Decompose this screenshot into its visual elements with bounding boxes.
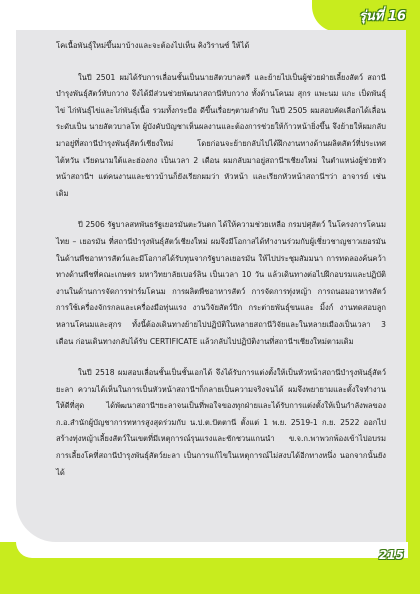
body-text [56,38,386,481]
footer-curve [16,542,408,558]
side-accent-strip [406,32,420,542]
page-number: 215 [378,548,404,562]
generation-label: รุ่นที่ 16 [358,9,406,24]
paragraph-1: โคเนื้อพันธุ์ใหม่ขึ้นมาบ้างและจะต้องไปเห็น คิงวิรานซ์ ให้ได้ [56,41,250,50]
paragraph-3: ปี 2506 รัฐบาลสหพันธรัฐเยอรมันตะวันตก ได้ให้ความช่วยเหลือ กรมปศุสัตว์ ในโครงการโคนม ไทย – เยอรมัน ที่สถานีบำรุงพันธุ์สัตว์เชียงใหม่ ผมจึงมีโอกาสได้ทำงานร่วมกับผู้เชี่ยวชาญชาวเยอรมัน ในด้านพืชอาหารสัตว์และมีโอกาสได้รับทุนจากรัฐบาลเยอรมัน ให้ไปประชุมสัมมนา การทดลองค้นคว้าทางด้านพืชที่คณะเกษตร มหาวิทยาลัยเบอร์ลิน เป็นเวลา 10 วัน แล้วเดินทางต่อไปฝึกอบรมและปฏิบัติงานในด้านการจัดการฟาร์มโคนม การผลิตพืชอาหารสัตว์ การจัดการทุ่งหญ้า การถนอมอาหารสัตว์ การใช้เครื่องจักรกลและเครื่องมือทุ่นแรง งานวิจัยสัตว์ปีก กระต่ายพันธุ์ขนและ มิ้งก์ งานทดสอบลูกหลานโคนมและสุกร ทั้งนี้ต้องเดินทางย้ายไปปฏิบัติในหลายสถานีวิจัยและในหลายเมืองเป็นเวลา 3 เดือน ก่อนเดินทางกลับได้รับ CERTIFICATE แล้วกลับไปปฏิบัติงานที่สถานีฯเชียงใหม่ตามเดิม [56,220,386,346]
paragraph-4: ในปี 2518 ผมสอบเลื่อนชั้นเป็นชั้นเอกได้ จึงได้รับการแต่งตั้งให้เป็นหัวหน้าสถานีบำรุงพันธุ์สัตว์ยะลา ความได้เห็นในการเป็นหัวหน้าสถานีฯก็กลายเป็นความจริงจนได้ ผมจึงพยายามและตั้งใจทำงานให้ดีที่สุด ได้พัฒนาสถานีฯยะลาจนเป็นที่พอใจของทุกฝ่ายและได้รับการแต่งตั้งให้เป็นกำลังพลของ ก.อ.สำนักผู้บัญชาการทหารสูงสุดร่วมกับ น.ป.ต.ปัตตานี ตั้งแต่ 1 พ.ย. 2519-1 ก.ย. 2522 ออกไปสร้างทุ่งหญ้าเลี้ยงสัตว์ในเขตที่มีเหตุการณ์รุนแรงและชักชวนแกนนำ ข.จ.ก.พาพวกพ้องเข้าไปอบรมการเลี้ยงโคที่สถานีบำรุงพันธุ์สัตว์ยะลา เป็นการแก้ไขในเหตุการณ์ไม่สงบได้อีกทางหนึ่ง นอกจากนั้นยังได้ [56,368,386,477]
paragraph-2: ในปี 2501 ผมได้รับการเลื่อนชั้นเป็นนายสัตวบาลตรี และย้ายไปเป็นผู้ช่วยฝ่ายเลี้ยงสัตว์ สถานีบำรุงพันธุ์สัตว์ทับกวาง จึงได้มีส่วนช่วยพัฒนาสถานีทับกวาง ทั้งด้านโคนม สุกร แพะนม แกะ เป็ดพันธุ์ไข่ ไก่พันธุ์ไข่และไก่พันธุ์เนื้อ รวมทั้งกระบือ ดีขึ้นเรื่อยๆตามลำดับ ในปี 2505 ผมสอบคัดเลือกได้เลื่อนระดับเป็น นายสัตวบาลโท ผู้บังคับบัญชาเห็นผลงานและต้องการช่วยให้ก้าวหน้ายิ่งขึ้น จึงย้ายให้ผมกลับมาอยู่ที่สถานีบำรุงพันธุ์สัตว์เชียงใหม่ โดยก่อนจะย้ายกลับไปได้ฝึกงานทางด้านผลิตสัตว์ที่ประเทศไต้หวัน เวียดนามใต้และฮ่องกง เป็นเวลา 2 เดือน ผมกลับมาอยู่สถานีฯเชียงใหม่ ในตำแหน่งผู้ช่วยหัวหน้าสถานีฯ แต่คนงานและชาวบ้านก็ยังเรียกผมว่า หัวหน้า และเรียกหัวหน้าสถานีฯว่า อาจารย์ เช่นเดิม [56,72,386,198]
